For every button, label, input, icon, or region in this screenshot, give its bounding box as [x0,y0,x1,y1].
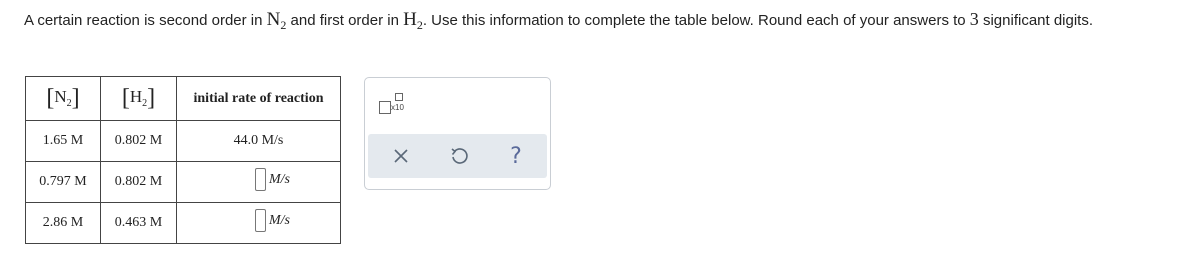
cell-n2: 0.797 M [26,162,101,203]
header-h2-concentration: $[H_2]$ [101,77,177,121]
rate-unit-label: M/s [269,171,290,187]
close-icon [394,149,408,163]
rate-unit-label: M/s [269,212,290,228]
exponent-box-icon [395,93,403,101]
cell-h2: 0.802 M [101,162,177,203]
question-part-1: A certain reaction is second order in [24,12,267,29]
species-n2: $N_2$ [266,9,287,32]
cell-rate-answer [177,162,341,203]
cell-rate-answer [177,203,341,244]
species-h2: $H_2$ [403,9,423,32]
question-part-2: and first order in [286,12,404,29]
cell-h2: 0.802 M [101,121,177,162]
palette-toolbar [368,134,547,178]
rate-answer-input[interactable] [255,209,266,232]
cell-n2: 2.86 M [26,203,101,244]
cell-rate: 44.0 M/s [177,121,341,162]
scientific-notation-button[interactable] [379,92,405,116]
table-row [26,203,341,244]
cell-h2: 0.463 M [101,203,177,244]
rate-answer-input[interactable] [255,168,266,191]
header-initial-rate: initial rate of reaction [177,77,341,121]
undo-button[interactable] [444,141,474,171]
question-part-3: . Use this information to complete the table below. Round each of your answers to [422,12,970,29]
table-row [26,162,341,203]
clear-button[interactable] [386,141,416,171]
help-icon: ? [510,143,522,169]
question-text [24,6,1184,35]
rate-table [25,76,341,244]
question-part-4: significant digits. [978,12,1094,29]
x10-label: x10 [391,103,404,112]
cell-n2: 1.65 M [26,121,101,162]
table-header-row [26,77,341,121]
header-n2-concentration: $[N_2]$ [26,77,101,121]
answer-tool-palette [364,77,551,190]
undo-icon [450,147,468,165]
sig-figs-number: 3 [969,9,979,29]
mantissa-box-icon [379,101,391,114]
table-row [26,121,341,162]
help-button[interactable] [501,141,531,171]
